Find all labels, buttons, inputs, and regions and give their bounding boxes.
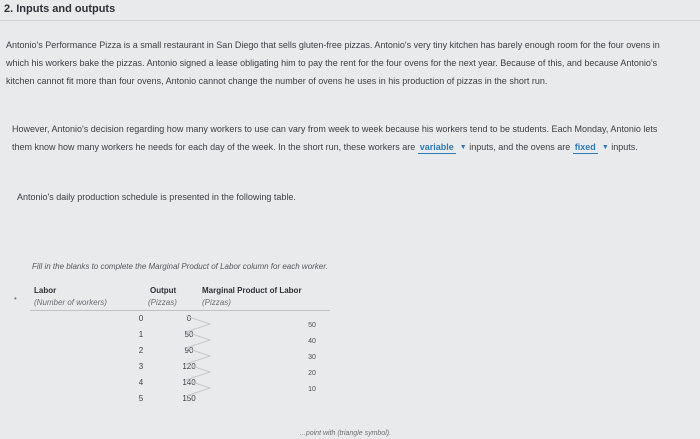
divider [0,20,700,21]
labor-cell: 0 [138,314,144,323]
output-cell: 50 [184,330,194,339]
labor-cell: 5 [138,394,144,403]
labor-cell: 4 [138,378,144,387]
labor-cell: 1 [138,330,144,339]
workers-text: However, Antonio's decision regarding how many workers to use can vary from week to week because his workers tend to be students. Each Monday, Antonio lets them know how many workers he needs for each day of the week. In the short run, these workers are [12,124,658,152]
ovens-dropdown-value[interactable]: fixed [574,142,596,152]
output-cell: 0 [186,314,192,323]
output-cell: 140 [182,378,196,387]
workers-paragraph [12,120,672,157]
workers-text-2: inputs, and the ovens are [469,142,571,152]
chevron-down-icon[interactable]: ▼ [459,144,467,151]
table-header-rule [30,310,330,311]
labor-header: Labor [34,286,57,295]
intro-paragraph: Antonio's Performance Pizza is a small restaurant in San Diego that sells gluten-free pizzas. Antonio's very tiny kitchen has barely enough room for the four ovens in which his workers bake the pizzas. Antonio signed a lease obligating him to pay the rent for the four ovens for the next year. Because of this, and because Antonio's kitchen cannot fit more than four ovens, Antonio cannot change the number of ovens he uses in his production of pizzas in the short run. [6,40,660,86]
mpl-input-cell[interactable]: 50 [308,322,316,329]
output-cell: 120 [182,362,196,371]
instruction-text: Fill in the blanks to complete the Marginal Product of Labor column for each worker. [32,262,328,271]
brace-arrows-icon [184,312,224,402]
ovens-input-type-dropdown[interactable] [573,139,609,157]
mpl-input-cell[interactable]: 40 [308,338,316,345]
footer-partial-text: ...point with (triangle symbol). [300,430,392,437]
mpl-header: Marginal Product of Labor [202,286,302,295]
workers-input-type-dropdown[interactable] [418,139,467,157]
section-title: 2. Inputs and outputs [4,3,116,15]
mpl-input-cell[interactable]: 10 [308,386,316,393]
labor-subheader: (Number of workers) [34,298,107,307]
mpl-input-cell[interactable]: 20 [308,370,316,377]
output-subheader: (Pizzas) [148,298,177,307]
workers-dropdown-value[interactable]: variable [419,142,454,152]
labor-cell: 2 [138,346,144,355]
schedule-paragraph: Antonio's daily production schedule is presented in the following table. [17,192,296,202]
output-cell: 90 [184,346,194,355]
mpl-subheader: (Pizzas) [202,298,231,307]
mpl-input-cell[interactable]: 30 [308,354,316,361]
output-header: Output [150,286,177,295]
chevron-down-icon[interactable]: ▼ [601,144,609,151]
workers-text-3: inputs. [611,142,638,152]
output-cell: 150 [182,394,196,403]
labor-cell: 3 [138,362,144,371]
bullet-icon: • [14,294,17,303]
